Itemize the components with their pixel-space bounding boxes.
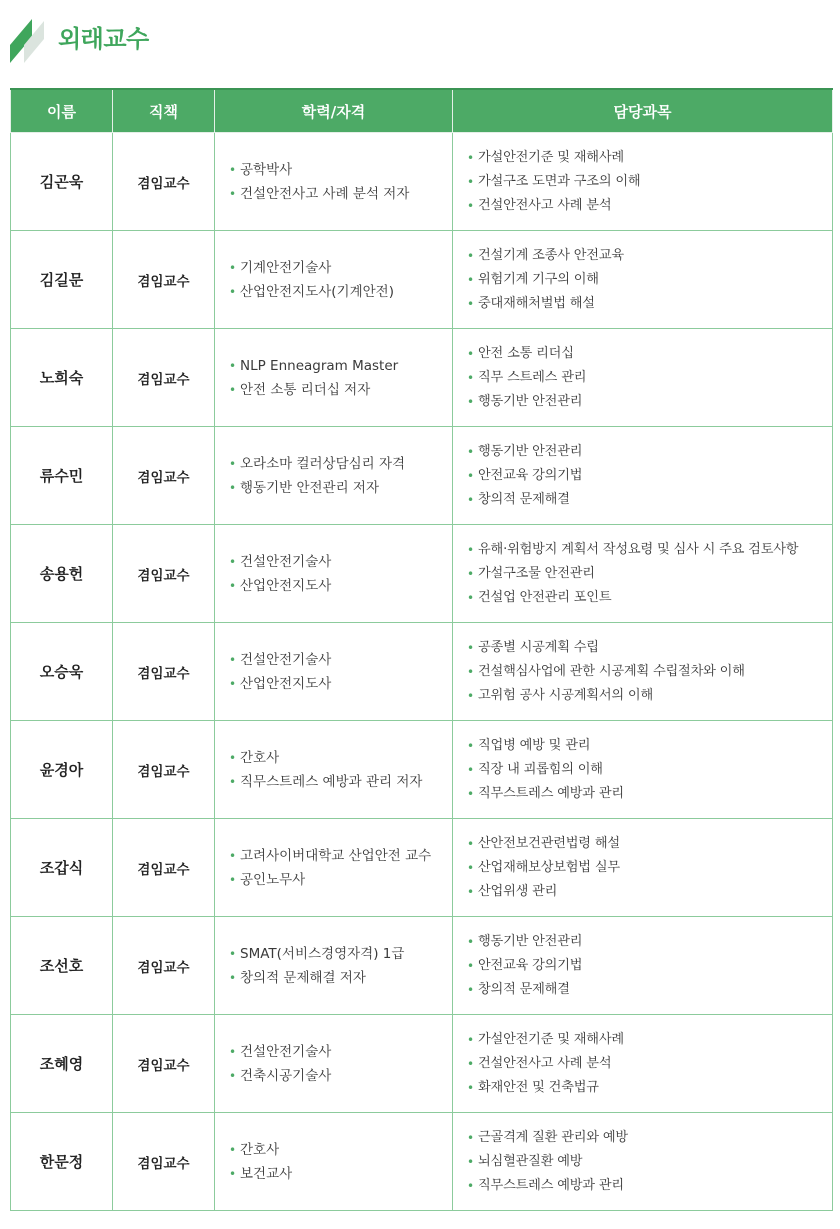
qualification-item: • 산업안전지도사 [229, 672, 448, 696]
qualification-item: • NLP Enneagram Master [229, 354, 448, 378]
page-header [0, 0, 840, 88]
professor-position: 겸임교수 [113, 329, 215, 427]
table-row [11, 525, 833, 623]
subjects-list [453, 1028, 832, 1100]
subject-item: • 직업병 예방 및 관리 [467, 734, 828, 758]
qualifications-list [215, 844, 452, 892]
subjects-list [453, 734, 832, 806]
column-header-position: 직책 [113, 89, 215, 133]
qualifications-cell [215, 133, 453, 231]
professor-name: 류수민 [11, 427, 113, 525]
subjects-cell [453, 525, 833, 623]
subjects-list [453, 636, 832, 708]
subjects-list [453, 342, 832, 414]
table-row [11, 231, 833, 329]
subjects-cell [453, 1113, 833, 1211]
subjects-cell [453, 721, 833, 819]
professor-name: 김길문 [11, 231, 113, 329]
subject-item: • 산안전보건관련법령 해설 [467, 832, 828, 856]
qualification-item: • 안전 소통 리더십 저자 [229, 378, 448, 402]
subjects-list [453, 538, 832, 610]
subjects-list [453, 832, 832, 904]
qualification-item: • 보건교사 [229, 1162, 448, 1186]
qualifications-list [215, 648, 452, 696]
subject-item: • 가설구조물 안전관리 [467, 562, 828, 586]
qualifications-cell [215, 1015, 453, 1113]
subject-item: • 직무스트레스 예방과 관리 [467, 782, 828, 806]
subject-item: • 화재안전 및 건축법규 [467, 1076, 828, 1100]
page-title: 외래교수 [58, 25, 149, 53]
qualification-item: • 행동기반 안전관리 저자 [229, 476, 448, 500]
qualification-item: • 건설안전사고 사례 분석 저자 [229, 182, 448, 206]
qualification-item: • 오라소마 컬러상담심리 자격 [229, 452, 448, 476]
qualification-item: • 공학박사 [229, 158, 448, 182]
column-header-subjects: 담당과목 [453, 89, 833, 133]
qualifications-cell [215, 819, 453, 917]
subject-item: • 행동기반 안전관리 [467, 440, 828, 464]
qualification-item: • 직무스트레스 예방과 관리 저자 [229, 770, 448, 794]
qualification-item: • 간호사 [229, 746, 448, 770]
table-row [11, 819, 833, 917]
qualification-item: • 건축시공기술사 [229, 1064, 448, 1088]
qualifications-cell [215, 721, 453, 819]
professor-position: 겸임교수 [113, 819, 215, 917]
qualification-item: • 산업안전지도사(기계안전) [229, 280, 448, 304]
table-row [11, 721, 833, 819]
subjects-list [453, 244, 832, 316]
subjects-list [453, 1126, 832, 1198]
qualifications-list [215, 1138, 452, 1186]
qualification-item: • 고려사이버대학교 산업안전 교수 [229, 844, 448, 868]
qualification-item: • 기계안전기술사 [229, 256, 448, 280]
table-row [11, 427, 833, 525]
subjects-list [453, 440, 832, 512]
subject-item: • 건설핵심사업에 관한 시공계획 수립절차와 이해 [467, 660, 828, 684]
subject-item: • 건설안전사고 사례 분석 [467, 194, 828, 218]
subject-item: • 안전 소통 리더십 [467, 342, 828, 366]
subject-item: • 직장 내 괴롭힘의 이해 [467, 758, 828, 782]
faculty-table-body [11, 133, 833, 1211]
professor-position: 겸임교수 [113, 1015, 215, 1113]
qualifications-list [215, 550, 452, 598]
subject-item: • 중대재해처벌법 해설 [467, 292, 828, 316]
qualification-item: • 건설안전기술사 [229, 1040, 448, 1064]
qualification-item: • 창의적 문제해결 저자 [229, 966, 448, 990]
table-header-row [11, 89, 833, 133]
table-row [11, 329, 833, 427]
title-accent-icon [10, 15, 46, 63]
professor-position: 겸임교수 [113, 427, 215, 525]
table-row [11, 133, 833, 231]
subjects-cell [453, 231, 833, 329]
subjects-cell [453, 133, 833, 231]
professor-name: 조혜영 [11, 1015, 113, 1113]
subjects-cell [453, 1015, 833, 1113]
qualifications-cell [215, 329, 453, 427]
qualifications-list [215, 746, 452, 794]
qualifications-cell [215, 1113, 453, 1211]
subject-item: • 직무스트레스 예방과 관리 [467, 1174, 828, 1198]
subjects-cell [453, 329, 833, 427]
qualifications-list [215, 354, 452, 402]
subjects-list [453, 146, 832, 218]
qualification-item: • 산업안전지도사 [229, 574, 448, 598]
subject-item: • 가설구조 도면과 구조의 이해 [467, 170, 828, 194]
qualification-item: • SMAT(서비스경영자격) 1급 [229, 942, 448, 966]
subject-item: • 뇌심혈관질환 예방 [467, 1150, 828, 1174]
qualifications-cell [215, 427, 453, 525]
subject-item: • 가설안전기준 및 재해사례 [467, 1028, 828, 1052]
professor-name: 한문정 [11, 1113, 113, 1211]
subject-item: • 행동기반 안전관리 [467, 930, 828, 954]
qualification-item: • 공인노무사 [229, 868, 448, 892]
table-row [11, 1113, 833, 1211]
subject-item: • 고위험 공사 시공계획서의 이해 [467, 684, 828, 708]
subject-item: • 유해·위험방지 계획서 작성요령 및 심사 시 주요 검토사항 [467, 538, 828, 562]
qualifications-list [215, 256, 452, 304]
subject-item: • 안전교육 강의기법 [467, 954, 828, 978]
subject-item: • 건설업 안전관리 포인트 [467, 586, 828, 610]
subject-item: • 가설안전기준 및 재해사례 [467, 146, 828, 170]
subject-item: • 안전교육 강의기법 [467, 464, 828, 488]
column-header-qualifications: 학력/자격 [215, 89, 453, 133]
professor-name: 오승욱 [11, 623, 113, 721]
qualifications-cell [215, 623, 453, 721]
subject-item: • 위험기계 기구의 이해 [467, 268, 828, 292]
subjects-cell [453, 917, 833, 1015]
professor-position: 겸임교수 [113, 721, 215, 819]
professor-name: 송용헌 [11, 525, 113, 623]
subjects-cell [453, 427, 833, 525]
professor-position: 겸임교수 [113, 917, 215, 1015]
subject-item: • 건설기계 조종사 안전교육 [467, 244, 828, 268]
subject-item: • 행동기반 안전관리 [467, 390, 828, 414]
subject-item: • 공종별 시공계획 수립 [467, 636, 828, 660]
professor-position: 겸임교수 [113, 133, 215, 231]
subject-item: • 창의적 문제해결 [467, 978, 828, 1002]
subjects-cell [453, 623, 833, 721]
qualifications-cell [215, 917, 453, 1015]
subject-item: • 근골격계 질환 관리와 예방 [467, 1126, 828, 1150]
table-row [11, 623, 833, 721]
table-row [11, 917, 833, 1015]
qualifications-list [215, 158, 452, 206]
professor-name: 노희숙 [11, 329, 113, 427]
qualifications-cell [215, 231, 453, 329]
professor-name: 김곤욱 [11, 133, 113, 231]
qualification-item: • 건설안전기술사 [229, 648, 448, 672]
column-header-name: 이름 [11, 89, 113, 133]
professor-position: 겸임교수 [113, 231, 215, 329]
subject-item: • 산업재해보상보험법 실무 [467, 856, 828, 880]
qualifications-list [215, 452, 452, 500]
subjects-cell [453, 819, 833, 917]
professor-name: 조갑식 [11, 819, 113, 917]
qualification-item: • 건설안전기술사 [229, 550, 448, 574]
professor-position: 겸임교수 [113, 525, 215, 623]
subjects-list [453, 930, 832, 1002]
subject-item: • 창의적 문제해결 [467, 488, 828, 512]
subject-item: • 산업위생 관리 [467, 880, 828, 904]
faculty-table [10, 88, 833, 1211]
professor-name: 조선호 [11, 917, 113, 1015]
table-row [11, 1015, 833, 1113]
professor-name: 윤경아 [11, 721, 113, 819]
professor-position: 겸임교수 [113, 623, 215, 721]
qualifications-list [215, 942, 452, 990]
subject-item: • 건설안전사고 사례 분석 [467, 1052, 828, 1076]
professor-position: 겸임교수 [113, 1113, 215, 1211]
subject-item: • 직무 스트레스 관리 [467, 366, 828, 390]
qualifications-cell [215, 525, 453, 623]
qualifications-list [215, 1040, 452, 1088]
qualification-item: • 간호사 [229, 1138, 448, 1162]
